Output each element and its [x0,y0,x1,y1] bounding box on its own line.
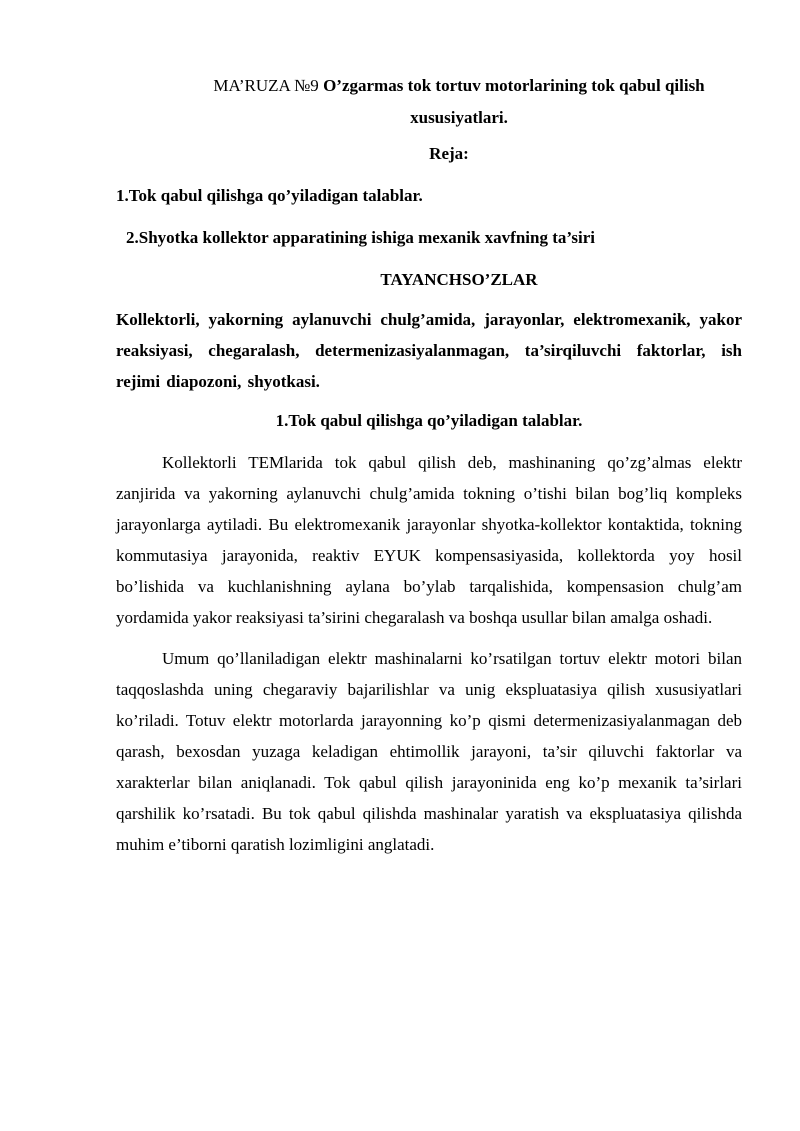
document-page [116,70,742,870]
plan-item-2: 2.Shyotka kollektor apparatining ishiga mexanik xavfning ta’siri [126,228,595,247]
paragraph-2: Umum qo’llaniladigan elektr mashinalarni ko’rsatilgan tortuv elektr motori bilan taqqoslashda uning chegaraviy bajarilishlar va unig ekspluatasiya qilish xususiyatlari ko’riladi. Totuv elektr motorlarda jarayonning ko’p qismi determenizasiyalanmagan deb qarash, bexosdan yuzaga keladigan ehtimollik jarayoni, ta’sir qiluvchi faktorlar va xarakterlar bilan aniqlanadi. Tok qabul qilish jarayoninida eng ko’p mexanik ta’sirlari qarshilik ko’rsatadi. Bu tok qabul qilishda mashinalar yaratish va ekspluatasiya qilishda muhim e’tiborni qaratish lozimligini anglatadi. [116,649,742,854]
keywords-text: Kollektorli, yakorning aylanuvchi chulg’amida, jarayonlar, elektromexanik, yakor reaksiyasi, chegaralash, determenizasiyalanmagan, ta’sirqiluvchi faktorlar, ish rejimi diapozoni, shyotkasi. [116,310,742,391]
plan-heading: Reja: [429,144,469,163]
section-heading: 1.Tok qabul qilishga qo’yiladigan talablar. [275,411,583,430]
keywords-heading: TAYANCHSO’ZLAR [380,270,538,289]
lecture-title-continued: xususiyatlari. [410,108,508,127]
lecture-title [116,70,742,102]
plan-item-1: 1.Tok qabul qilishga qo’yiladigan talablar. [116,186,423,205]
paragraph-1: Kollektorli TEMlarida tok qabul qilish deb, mashinaning qo’zg’almas elektr zanjirida va yakorning aylanuvchi chulg’amida tokning o’tishi bilan bog’liq kompleks jarayonlarga aytiladi. Bu elektromexanik jarayonlar shyotka-kollektor kontaktida, tokning kommutasiya jarayonida, reaktiv EYUK kompensasiyasida, kollektorda yoy hosil bo’lishida va kuchlanishning aylana bo’ylab tarqalishida, kompensasion chulg’am yordamida yakor reaksiyasi ta’sirini chegaralash va boshqa usullar bilan amalga oshadi. [116,453,742,627]
lecture-title-main: O’zgarmas tok tortuv motorlarining tok qabul qilish [323,76,705,95]
lecture-number: MA’RUZA №9 [213,76,319,95]
